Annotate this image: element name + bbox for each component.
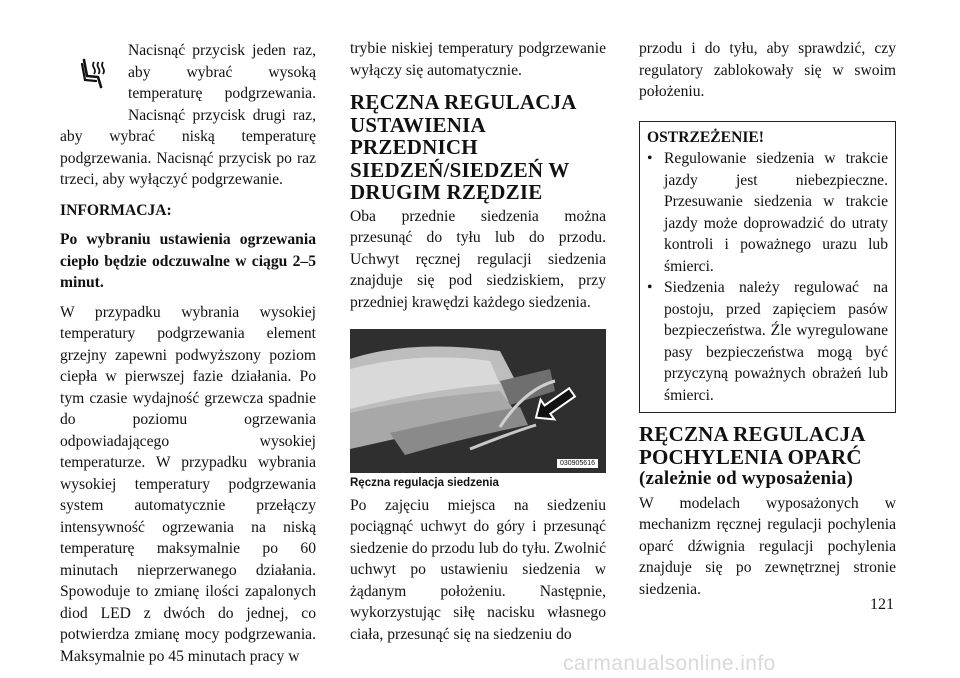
- warning-item: • Regulowanie siedzenia w trakcie jazdy jest niebezpieczne. Przesuwanie siedzenia w trakcie jazdy może doprowadzić do utraty kontroli i poważnego urazu lub śmierci.: [647, 148, 888, 277]
- heated-seat-icon: [60, 40, 128, 126]
- figure-caption: Ręczna regulacja siedzenia: [350, 477, 499, 489]
- warning-box: [639, 121, 896, 414]
- recliner-heading-subtitle: (zależnie od wyposażenia): [639, 468, 853, 489]
- recliner-paragraph: W modelach wyposażonych w mechanizm ręcznej regulacji pochylenia oparć dźwignia regulacji pochylenia znajduje się po zewnętrznej stronie siedzenia.: [639, 494, 896, 598]
- continued-paragraph-col3: przodu i do tyłu, aby sprawdzić, czy regulatory zablokowały się w swoim położeniu.: [639, 40, 896, 100]
- warning-list: [647, 148, 888, 406]
- column-3: [639, 38, 896, 600]
- column-2: [350, 38, 606, 645]
- column-1: [60, 40, 316, 667]
- watermark: carmanualsonline.info: [563, 652, 776, 675]
- section-heading-seat-adjustment: RĘCZNA REGULACJA USTAWIENIA PRZEDNICH SIEDZEŃ/SIEDZEŃ W DRUGIM RZĘDZIE: [350, 90, 576, 204]
- warning-item: • Siedzenia należy regulować na postoju, przed zapięciem pasów bezpieczeństwa. Źle wyregulowane pasy bezpieczeństwa mogą być przyczyną poważnych obrażeń lub śmierci.: [647, 277, 888, 406]
- seat-paragraph-2: Po zajęciu miejsca na siedzeniu pociągnąć uchwyt do góry i przesunąć siedzenie do przodu lub do tyłu. Zwolnić uchwyt po ustawieniu siedzenia w żądanym położeniu. Następnie, wykorzystując siłę nacisku własnego ciała, przesunąć się na siedzeniu do: [350, 496, 606, 643]
- seat-figure: [350, 329, 606, 473]
- page-number: 121: [870, 596, 894, 613]
- warning-title: OSTRZEŻENIE!: [647, 128, 764, 146]
- body-paragraph: W przypadku wybrania wysokiej temperatury podgrzewania element grzejny zapewni podwyższony poziom ciepła w pierwszej fazie działania. Po tym czasie wydajność grzewcza spadnie do poziomu ogrzewania odpowiadającego wysokiej temperaturze. W przypadku wybrania wysokiej temperatury podgrzewania system automatycznie przełączy intensywność ogrzewania na niską temperaturę maksymalnie po 60 minutach nieprzerwanego działania. Spowoduje to zmianę ilości zapalonych diod LED z dwóch do jednej, co potwierdza zmianę mocy podgrzewania. Maksymalnie po 45 minutach pracy w: [60, 303, 316, 665]
- seat-illustration: [350, 329, 606, 473]
- section-heading-recliner: [639, 423, 896, 491]
- intro-paragraph: Nacisnąć przycisk jeden raz, aby wybrać wysoką temperaturę podgrzewania. Nacisnąć przycisk drugi raz, aby wybrać niską temperaturę podgrzewania. Nacisnąć przycisk po raz trzeci, aby wyłączyć podgrzewanie.: [60, 42, 316, 188]
- info-text: Po wybraniu ustawienia ogrzewania ciepło będzie odczuwalne w ciągu 2–5 minut.: [60, 231, 316, 291]
- figure-code: 030905616: [557, 459, 598, 468]
- info-heading: INFORMACJA:: [60, 201, 172, 219]
- continued-paragraph: trybie niskiej temperatury podgrzewanie wyłączy się automatycznie.: [350, 40, 606, 79]
- recliner-heading-text: RĘCZNA REGULACJA POCHYLENIA OPARĆ: [639, 422, 865, 469]
- seat-paragraph-1: Oba przednie siedzenia można przesunąć do tyłu lub do przodu. Uchwyt ręcznej regulacji siedzenia znajduje się pod siedziskiem, przy przedniej krawędzi każdego siedzenia.: [350, 207, 606, 311]
